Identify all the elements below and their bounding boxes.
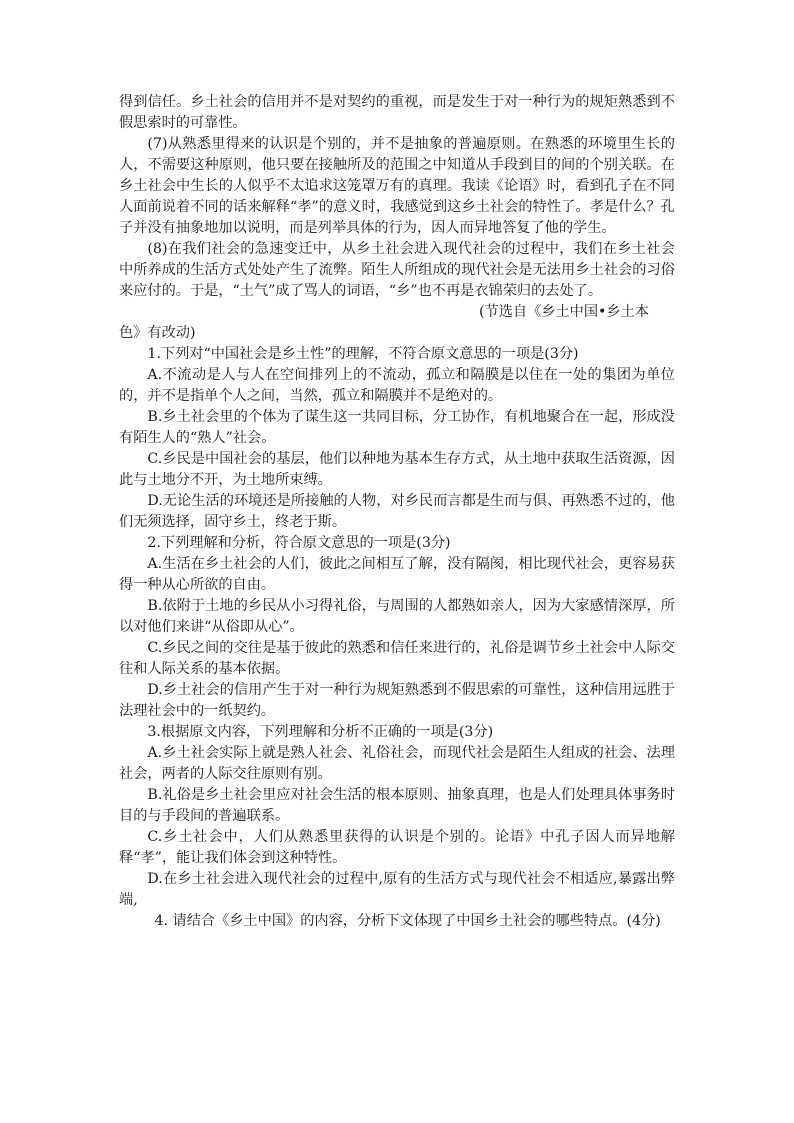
question-1-option-c: C.乡民是中国社会的基层，他们以种地为基本生存方式，从土地中获取生活资源，因此与土地分不开，为土地所束缚。 [119, 451, 675, 488]
question-1-stem: 1.下列对“中国社会是乡土性”的理解，不符合原文意思的一项是(3分) [147, 346, 579, 362]
passage-paragraph-8: (8)在我们社会的急速变迁中，从乡土社会进入现代社会的过程中，我们在乡土社会中所养成的生活方式处处产生了流弊。陌生人所组成的现代社会是无法用乡土社会的习俗来应付的。于是，“土气”成了骂人的词语，“乡”也不再是衣锦荣归的去处了。 [119, 241, 675, 299]
question-2-stem: 2.下列理解和分析，符合原文意思的一项是(3分) [147, 535, 451, 551]
source-citation: (节选自《乡土中国•乡土本 [479, 304, 649, 320]
question-3-option-a: A.乡土社会实际上就是熟人社会、礼俗社会，而现代社会是陌生人组成的社会、法理社会，两者的人际交往原则有别。 [119, 745, 675, 782]
question-2-option-b: B.依附于土地的乡民从小习得礼俗，与周围的人都熟如亲人，因为大家感情深厚，所以对他们来讲“从俗即从心”。 [119, 598, 675, 635]
question-3-option-c: C.乡土社会中，人们从熟悉里获得的认识是个别的。论语》中孔子因人而异地解释“孝”，能让我们体会到这种特性。 [119, 829, 675, 866]
passage-paragraph-7: (7)从熟悉里得来的认识是个别的，并不是抽象的普遍原则。在熟悉的环境里生长的人，不需要这种原则，他只要在接触所及的范围之中知道从手段到目的间的个别关联。在乡土社会中生长的人似乎不太追求这笼罩万有的真理。我读《论语》时，看到孔子在不同人面前说着不同的话来解释“孝”的意义时，我感觉到这乡土社会的特性了。孝是什么？孔子并没有抽象地加以说明，而是列举具体的行为，因人而异地答复了他的学生。 [119, 136, 675, 236]
question-3-option-d: D.在乡土社会进入现代社会的过程中,原有的生活方式与现代社会不相适应,暴露出弊端, [119, 871, 675, 908]
question-2-option-d: D.乡土社会的信用产生于对一种行为规矩熟悉到不假思索的可靠性，这种信用远胜于法理社会中的一纸契约。 [119, 682, 675, 719]
question-1-option-d: D.无论生活的环境还是所接触的人物，对乡民而言都是生而与俱、再熟悉不过的，他们无须选择，固守乡土，终老于斯。 [119, 493, 675, 530]
passage-paragraph-continued: 得到信任。乡土社会的信用并不是对契约的重视，而是发生于对一种行为的规矩熟悉到不假思索时的可靠性。 [119, 94, 675, 131]
question-4-stem: 4. 请结合《乡土中国》的内容，分析下文体现了中国乡土社会的哪些特点。(4分) [154, 913, 661, 929]
question-3-option-b: B.礼俗是乡土社会里应对社会生活的根本原则、抽象真理，也是人们处理具体事务时目的与手段间的普遍联系。 [119, 787, 675, 824]
source-citation-tail: 色》有改动) [119, 325, 196, 341]
question-2-option-a: A.生活在乡土社会的人们，彼此之间相互了解，没有隔阂，相比现代社会，更容易获得一种从心所欲的自由。 [119, 556, 675, 593]
question-3-stem: 3.根据原文内容，下列理解和分析不正确的一项是(3分) [147, 724, 494, 740]
question-1-option-b: B.乡土社会里的个体为了谋生这一共同目标，分工协作，有机地聚合在一起，形成没有陌生人的“熟人”社会。 [119, 409, 675, 446]
question-1-option-a: A.不流动是人与人在空间排列上的不流动，孤立和隔膜是以住在一处的集团为单位的，并不是指单个人之间，当然，孤立和隔膜并不是绝对的。 [119, 367, 675, 404]
document-page [119, 92, 675, 932]
question-2-option-c: C.乡民之间的交往是基于彼此的熟悉和信任来进行的，礼俗是调节乡土社会中人际交往和人际关系的基本依据。 [119, 640, 675, 677]
